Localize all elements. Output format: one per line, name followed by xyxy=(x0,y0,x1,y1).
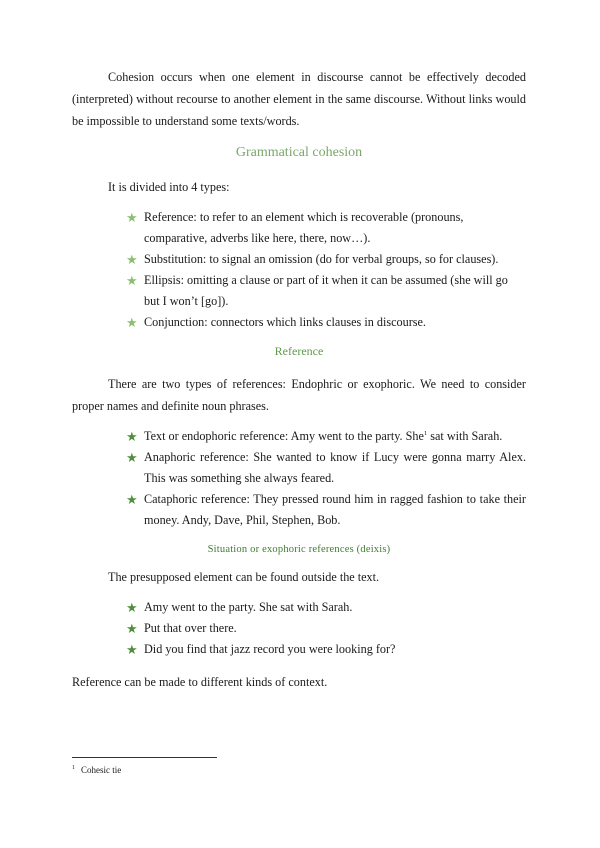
star-bullet-icon: ★ xyxy=(126,621,138,636)
footnote xyxy=(72,765,121,775)
list-item: ★ Cataphoric reference: They pressed round him in ragged fashion to take their money. Andy, Dave, Phil, Stephen, Bob. xyxy=(126,489,526,531)
footnote-separator xyxy=(72,757,217,758)
list-item: ★ Text or endophoric reference: Amy went to the party. She$^1$ sat with Sarah. xyxy=(126,426,526,447)
reference-heading: Reference xyxy=(274,344,324,358)
types-intro: It is divided into 4 types: xyxy=(108,180,230,194)
list-item: ★ Anaphoric reference: She wanted to know if Lucy were gonna marry Alex. This was something she always feared. xyxy=(126,447,526,489)
endophoric-list xyxy=(126,426,526,531)
footnote-text: Cohesic tie xyxy=(81,765,122,775)
footnote-number: 1 xyxy=(72,765,75,771)
closing-sentence: Reference can be made to different kinds of context. xyxy=(72,675,328,689)
situation-examples-list xyxy=(126,597,526,660)
star-bullet-icon: ★ xyxy=(126,450,138,465)
star-bullet-icon: ★ xyxy=(126,273,138,288)
reference-paragraph: There are two types of references: Endophric or exophoric. We need to consider proper names and definite noun phrases. xyxy=(72,377,526,413)
list-item: ★ Did you find that jazz record you were looking for? xyxy=(126,639,526,660)
star-bullet-icon: ★ xyxy=(126,315,138,330)
footnote-reference[interactable]: 1 xyxy=(423,429,428,437)
intro-paragraph: Cohesion occurs when one element in discourse cannot be effectively decoded (interpreted) without recourse to another element in the same discourse. Without links would be impossible to understand some texts/words. xyxy=(72,70,526,128)
list-item: ★ Substitution: to signal an omission (do for verbal groups, so for clauses). xyxy=(126,249,526,270)
star-bullet-icon: ★ xyxy=(126,429,138,444)
situation-heading: Situation or exophoric references (deixis) xyxy=(207,544,391,555)
situation-intro: The presupposed element can be found outside the text. xyxy=(108,570,380,584)
star-bullet-icon: ★ xyxy=(126,642,138,657)
list-item: ★ Reference: to refer to an element which is recoverable (pronouns, comparative, adverbs like here, there, now…). xyxy=(126,207,526,249)
star-bullet-icon: ★ xyxy=(126,252,138,267)
star-bullet-icon: ★ xyxy=(126,600,138,615)
star-bullet-icon: ★ xyxy=(126,210,138,225)
list-item: ★ Conjunction: connectors which links clauses in discourse. xyxy=(126,312,526,333)
list-item: ★ Amy went to the party. She sat with Sarah. xyxy=(126,597,526,618)
star-bullet-icon: ★ xyxy=(126,492,138,507)
list-item: ★ Put that over there. xyxy=(126,618,526,639)
types-list xyxy=(126,207,526,333)
list-item: ★ Ellipsis: omitting a clause or part of it when it can be assumed (she will go but I won’t [go]). xyxy=(126,270,526,312)
grammatical-cohesion-heading: Grammatical cohesion xyxy=(235,145,363,160)
